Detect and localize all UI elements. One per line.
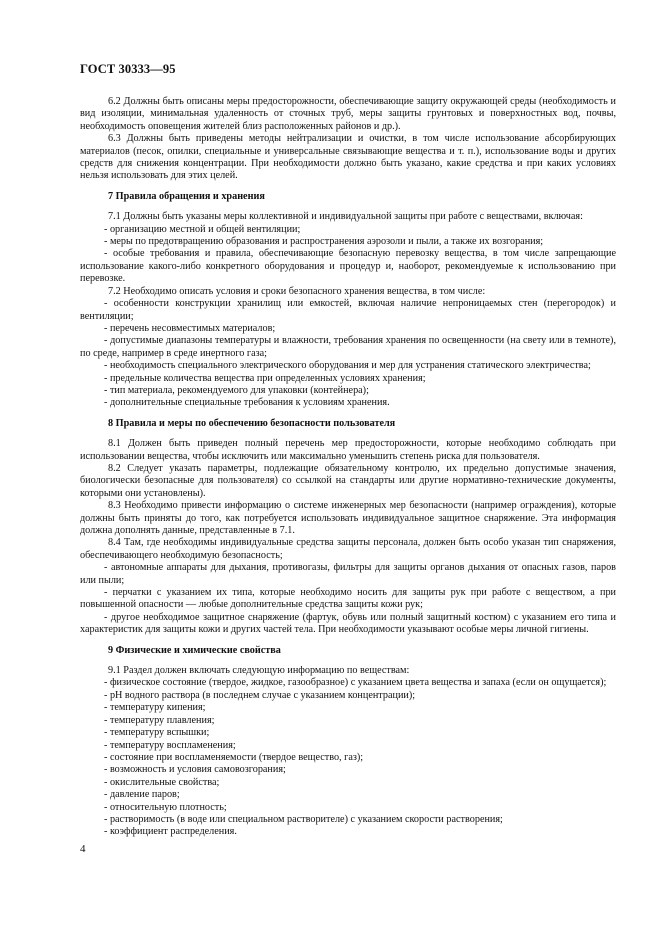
list-item: - состояние при воспламеняемости (твердое вещество, газ); <box>104 751 364 763</box>
list-item: - температуру плавления; <box>104 714 215 726</box>
list-item: - другое необходимое защитное снаряжение (фартук, обувь или полный защитный костюм) с указанием его типа и характеристик для защиты кожи и других частей тела. При необходимости указывают особые меры личной гигиены. <box>80 611 616 636</box>
paragraph-6-3: 6.3 Должны быть приведены методы нейтрализации и очистки, в том числе использование абсорбирующих материалов (песок, опилки, специальные и универсальные связывающие вещества и т. п.), использование воды и других средств для снижения концентрации. При необходимости должно быть указано, какие средства и при каких условиях нельзя использовать для этих целей. <box>80 133 616 182</box>
paragraph-8-1: 8.1 Должен быть приведен полный перечень мер предосторожности, которые необходимо соблюдать при использовании вещества, чтобы исключить или максимально уменьшить степень риска для пользователя. <box>80 438 616 462</box>
document-header: ГОСТ 30333—95 <box>80 62 176 76</box>
list-item: - коэффициент распределения. <box>104 826 237 838</box>
list-item: - необходимость специального электрического оборудования и мер для устранения статического электричества; <box>104 360 591 372</box>
list-item: - возможность и условия самовозгорания; <box>104 764 286 776</box>
list-item: - допустимые диапазоны температуры и влажности, требования хранения по освещенности (на свету или в темноте), по среде, например в среде инертного газа; <box>80 335 616 359</box>
paragraph-8-2: 8.2 Следует указать параметры, подлежащие обязательному контролю, их предельно допустимые значения, биологически безопасные для пользователя) со ссылкой на стандарты или другие нормативно-технические документы, которыми они установлены). <box>80 462 616 499</box>
list-item: - окислительные свойства; <box>104 776 220 788</box>
paragraph-6-2: 6.2 Должны быть описаны меры предосторожности, обеспечивающие защиту окружающей среды (необходимость и вид изоляции, минимальная удаленность от сточных труб, меры защиты грунтовых и поверхностных вод, почвы, необходимость оповещения жителей близ расположенных районов и др.). <box>80 96 616 132</box>
section-heading-7: 7 Правила обращения и хранения <box>108 190 265 202</box>
paragraph-8-4: 8.4 Там, где необходимы индивидуальные средства защиты персонала, должен быть особо указан тип снаряжения, обеспечивающего необходимую безопасность; <box>80 537 616 561</box>
list-item: - перчатки с указанием их типа, которые необходимо носить для защиты рук при работе с веществом, а при повышенной опасности — любые дополнительные средства защиты кожи рук; <box>80 587 616 611</box>
list-item: - дополнительные специальные требования к условиям хранения. <box>104 397 390 409</box>
list-item: - особенности конструкции хранилищ или емкостей, включая наличие непроницаемых стен (перегородок) и вентиляции; <box>80 298 616 322</box>
paragraph-9-1: 9.1 Раздел должен включать следующую информацию по веществам: <box>108 665 410 677</box>
paragraph-7-2: 7.2 Необходимо описать условия и сроки безопасного хранения вещества, в том числе: <box>108 285 486 297</box>
list-item: - pH водного раствора (в последнем случае с указанием концентрации); <box>104 689 416 701</box>
paragraph-8-3: 8.3 Необходимо привести информацию о системе инженерных мер безопасности (например ограждения), которые должны быть приняты до того, как потребуется использовать индивидуальное защитное снаряжение. Эта информация должна дополнять данные, представленные в 7.1. <box>80 500 616 536</box>
list-item: - меры по предотвращению образования и распространения аэрозоли и пыли, а также их возгорания; <box>104 236 544 248</box>
section-heading-8: 8 Правила и меры по обеспечению безопасности пользователя <box>108 417 396 429</box>
section-heading-9: 9 Физические и химические свойства <box>108 644 281 656</box>
list-item: - перечень несовместимых материалов; <box>104 322 276 334</box>
list-item: - давление паров; <box>104 789 180 801</box>
list-item: - предельные количества вещества при определенных условиях хранения; <box>104 372 426 384</box>
list-item: - температуру вспышки; <box>104 727 210 739</box>
paragraph-7-1: 7.1 Должны быть указаны меры коллективной и индивидуальной защиты при работе с веществами, включая: <box>108 211 583 223</box>
list-item: - растворимость (в воде или специальном растворителе) с указанием скорости растворения; <box>104 813 503 825</box>
document-body <box>80 96 616 839</box>
list-item: - физическое состояние (твердое, жидкое, газообразное) с указанием цвета вещества и запаха (если он ощущается); <box>104 677 607 689</box>
list-item: - организацию местной и общей вентиляции; <box>104 223 301 235</box>
list-item: - температуру кипения; <box>104 702 206 714</box>
list-item: - особые требования и правила, обеспечивающие безопасную перевозку вещества, в том числе запрещающие использование какого-либо конкретного оборудования и процедур и, наоборот, рекомендуемые к использованию при перевозке. <box>80 248 616 285</box>
list-item: - автономные аппараты для дыхания, противогазы, фильтры для защиты органов дыхания от опасных газов, паров или пыли; <box>80 562 616 586</box>
list-item: - относительную плотность; <box>104 801 227 813</box>
page-number: 4 <box>80 843 86 855</box>
list-item: - тип материала, рекомендуемого для упаковки (контейнера); <box>104 384 369 396</box>
list-item: - температуру воспламенения; <box>104 739 236 751</box>
